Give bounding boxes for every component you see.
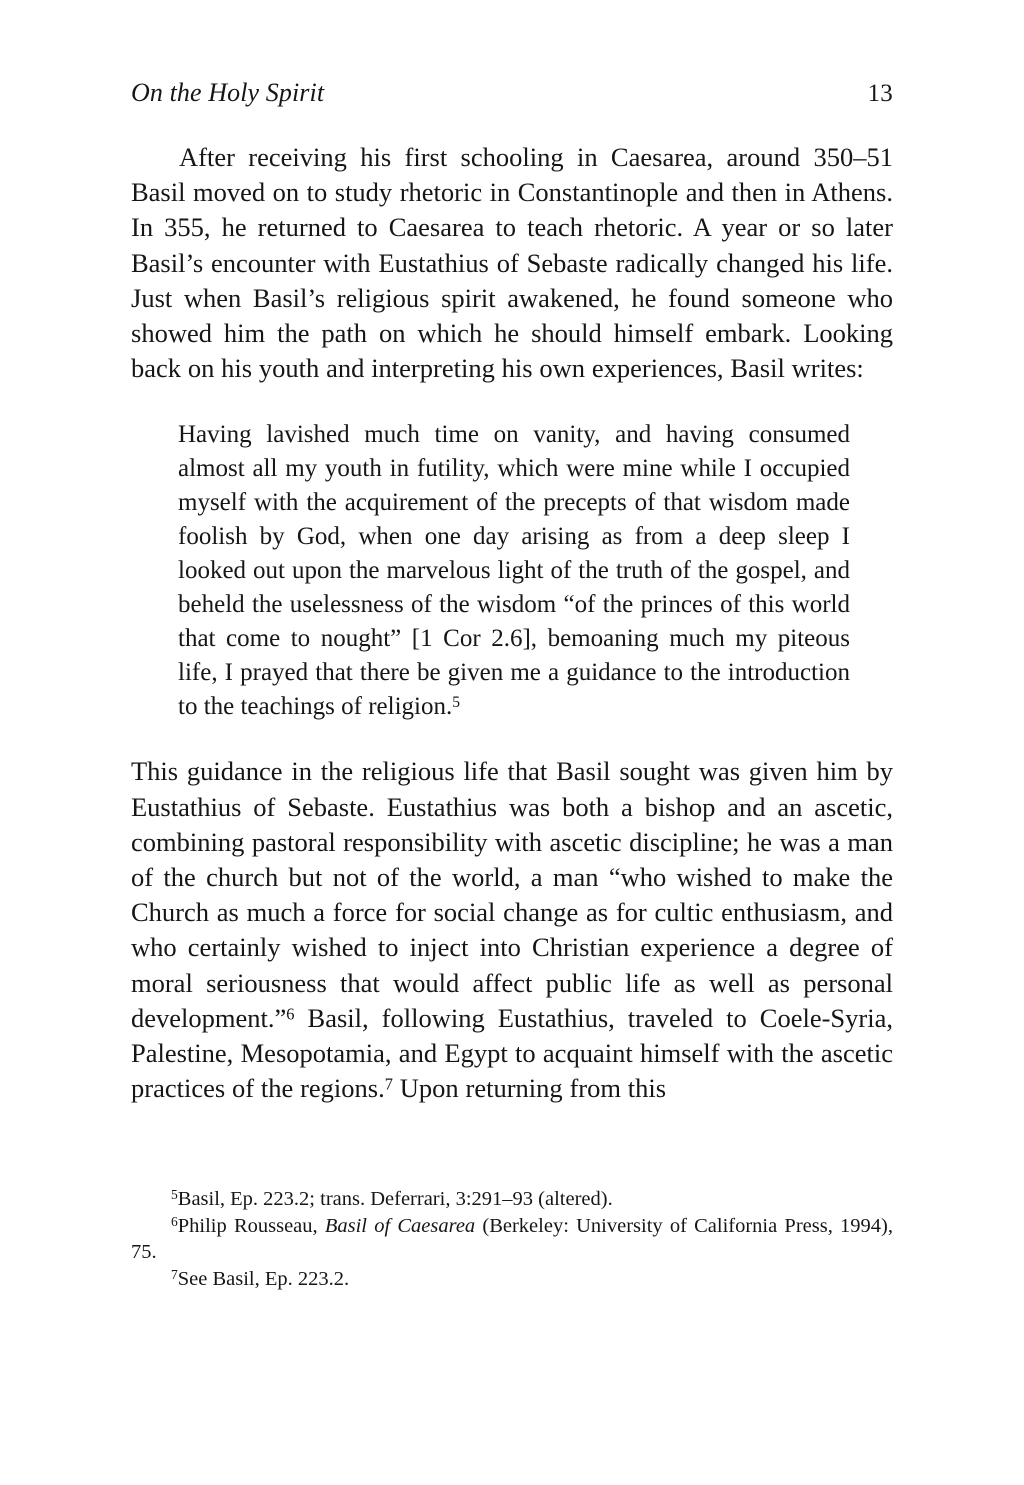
body-paragraph-2-segment-1: This guidance in the religious life that Basil sought was given him by Eustathius of Sebaste. Eustathius was both a bishop and an ascetic, combining pastoral responsibility with ascetic discipline; he was a man of the church but not of the world, a man “who wished to make the Church as much a force for social change as for cultic enthusiasm, and who certainly wished to inject into Christian experience a degree of moral seriousness that would affect public life as well as personal development.” <box>131 756 893 1033</box>
block-quotation <box>131 418 893 724</box>
footnote-6 <box>131 1213 893 1266</box>
footnote-7 <box>131 1266 893 1293</box>
footnote-number-7: 7 <box>171 1266 178 1282</box>
text-block <box>131 140 893 1106</box>
footnote-number-6: 6 <box>171 1213 178 1229</box>
footnote-text-6-after-title: (Berkeley: University of California Press, 1994), 75. <box>131 1214 893 1263</box>
footnote-reference-7[interactable]: 7 <box>384 1074 393 1094</box>
running-head <box>131 78 893 108</box>
footnote-6-book-title: Basil of Caesarea <box>324 1214 476 1237</box>
body-paragraph-2-segment-3: Upon returning from this <box>392 1073 667 1104</box>
footnote-area <box>131 1186 893 1292</box>
running-head-title: On the Holy Spirit <box>131 78 325 107</box>
block-quotation-body: Having lavished much time on vanity, and having consumed almost all my youth in futility, which were mine while I occupied myself with the acquirement of the precepts of that wisdom made foolish by God, when one day arising as from a deep sleep I looked out upon the marvelous light of the truth of the gospel, and beheld the uselessness of the wisdom “of the princes of this world that come to nought” [1 Cor 2.6], bemoaning much my piteous life, I prayed that there be given me a guidance to the introduction to the teachings of religion. <box>178 421 850 721</box>
body-paragraph-2 <box>131 754 893 1106</box>
body-paragraph-1: After receiving his first schooling in Caesarea, around 350–51 Basil moved on to study rhetoric in Constantinople and then in Athens. In 355, he returned to Caesarea to teach rhetoric. A year or so later Basil’s encounter with Eustathius of Sebaste radically changed his life. Just when Basil’s religious spirit awakened, he found someone who showed him the path on which he should himself embark. Looking back on his youth and interpreting his own experiences, Basil writes: <box>131 142 893 384</box>
footnote-text-5: Basil, Ep. 223.2; trans. Deferrari, 3:291–93 (altered). <box>177 1188 613 1210</box>
footnote-text-7: See Basil, Ep. 223.2. <box>177 1267 350 1290</box>
footnote-reference-6[interactable]: 6 <box>286 1004 295 1024</box>
body-paragraph-2-segment-2: Basil, following Eustathius, traveled to Coele-Syria, Palestine, Mesopotamia, and Egypt to acquaint himself with the ascetic practices of the regions. <box>131 1002 893 1104</box>
footnote-5 <box>131 1186 893 1213</box>
footnote-reference-5[interactable]: 5 <box>452 694 460 712</box>
page-number: 13 <box>867 80 893 107</box>
footnote-text-6-before-title: Philip Rousseau, <box>177 1214 325 1237</box>
block-quotation-text <box>178 418 850 724</box>
footnote-number-5: 5 <box>171 1186 178 1202</box>
